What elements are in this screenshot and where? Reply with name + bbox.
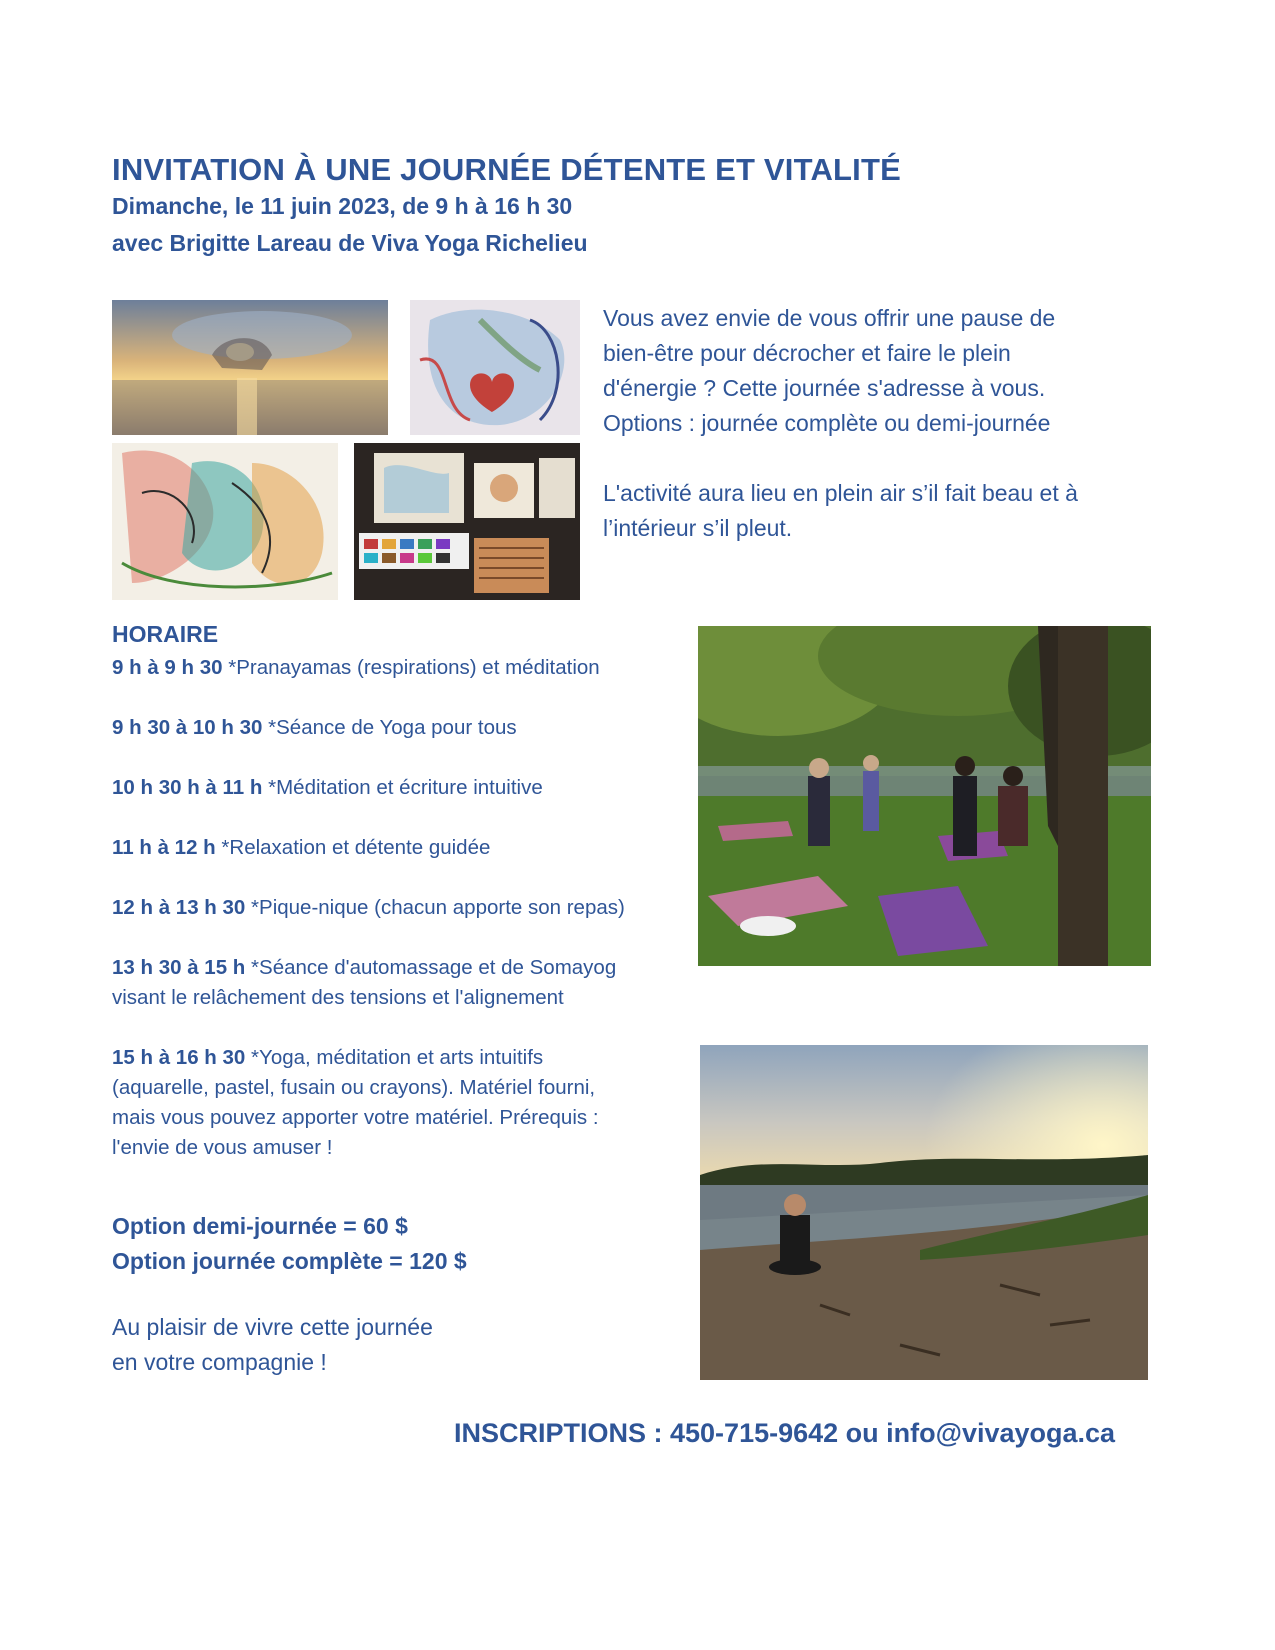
schedule-desc: *Séance de Yoga pour tous — [268, 716, 517, 739]
inscriptions-contact: INSCRIPTIONS : 450-715-9642 ou info@vivayoga.ca — [454, 1418, 1116, 1448]
schedule-item — [112, 953, 692, 1013]
schedule-desc: *Pique-nique (chacun apporte son repas) — [251, 896, 625, 919]
schedule-title: HORAIRE — [112, 621, 219, 647]
schedule-desc: mais vous pouvez apporter votre matériel. Prérequis : — [112, 1106, 599, 1129]
intro-line: l’intérieur s’il pleut. — [603, 515, 793, 541]
event-date: Dimanche, le 11 juin 2023, de 9 h à 16 h 30 — [112, 193, 573, 219]
schedule-item — [112, 773, 692, 803]
schedule-time: 11 h à 12 h — [112, 836, 216, 859]
schedule-time: 9 h à 9 h 30 — [112, 656, 223, 679]
closing-text — [112, 1310, 433, 1380]
intro-line: d'énergie ? Cette journée s'adresse à vous. — [603, 375, 1046, 401]
watercolor-supplies-photo — [354, 443, 580, 600]
schedule-desc: *Méditation et écriture intuitive — [268, 776, 543, 799]
schedule-time: 15 h à 16 h 30 — [112, 1046, 246, 1069]
event-host: avec Brigitte Lareau de Viva Yoga Richelieu — [112, 230, 588, 256]
schedule-desc: *Pranayamas (respirations) et méditation — [228, 656, 600, 679]
closing-line: Au plaisir de vivre cette journée — [112, 1314, 433, 1340]
schedule-item — [112, 713, 692, 743]
schedule-item — [112, 893, 692, 923]
intro-line: bien-être pour décrocher et faire le plein — [603, 340, 1011, 366]
intro-text — [603, 301, 1183, 546]
closing-line: en votre compagnie ! — [112, 1349, 327, 1375]
schedule-desc: *Relaxation et détente guidée — [221, 836, 491, 859]
price-full-day: Option journée complète = 120 $ — [112, 1248, 467, 1274]
river-sunset-meditation-photo — [700, 1045, 1148, 1380]
intro-line: Options : journée complète ou demi-journée — [603, 410, 1051, 436]
intro-line: L'activité aura lieu en plein air s’il fait beau et à — [603, 480, 1078, 506]
schedule-time: 10 h 30 h à 11 h — [112, 776, 263, 799]
abstract-face-painting-photo — [112, 443, 338, 600]
schedule-desc: (aquarelle, pastel, fusain ou crayons). Matériel fourni, — [112, 1076, 596, 1099]
schedule-time: 9 h 30 à 10 h 30 — [112, 716, 263, 739]
schedule-item — [112, 653, 692, 683]
page-title: INVITATION À UNE JOURNÉE DÉTENTE ET VITALITÉ — [112, 152, 902, 187]
heart-painting-photo — [410, 300, 580, 435]
schedule-item — [112, 1043, 692, 1163]
schedule-item — [112, 833, 692, 863]
schedule-desc: *Séance d'automassage et de Somayog — [251, 956, 617, 979]
schedule-desc: visant le relâchement des tensions et l'alignement — [112, 986, 564, 1009]
schedule-desc: l'envie de vous amuser ! — [112, 1136, 333, 1159]
intro-line: Vous avez envie de vous offrir une pause de — [603, 305, 1056, 331]
price-half-day: Option demi-journée = 60 $ — [112, 1213, 408, 1239]
sunset-meditation-photo — [112, 300, 388, 435]
outdoor-yoga-group-photo — [698, 626, 1151, 966]
schedule-desc: *Yoga, méditation et arts intuitifs — [251, 1046, 544, 1069]
schedule-time: 13 h 30 à 15 h — [112, 956, 246, 979]
schedule-time: 12 h à 13 h 30 — [112, 896, 246, 919]
